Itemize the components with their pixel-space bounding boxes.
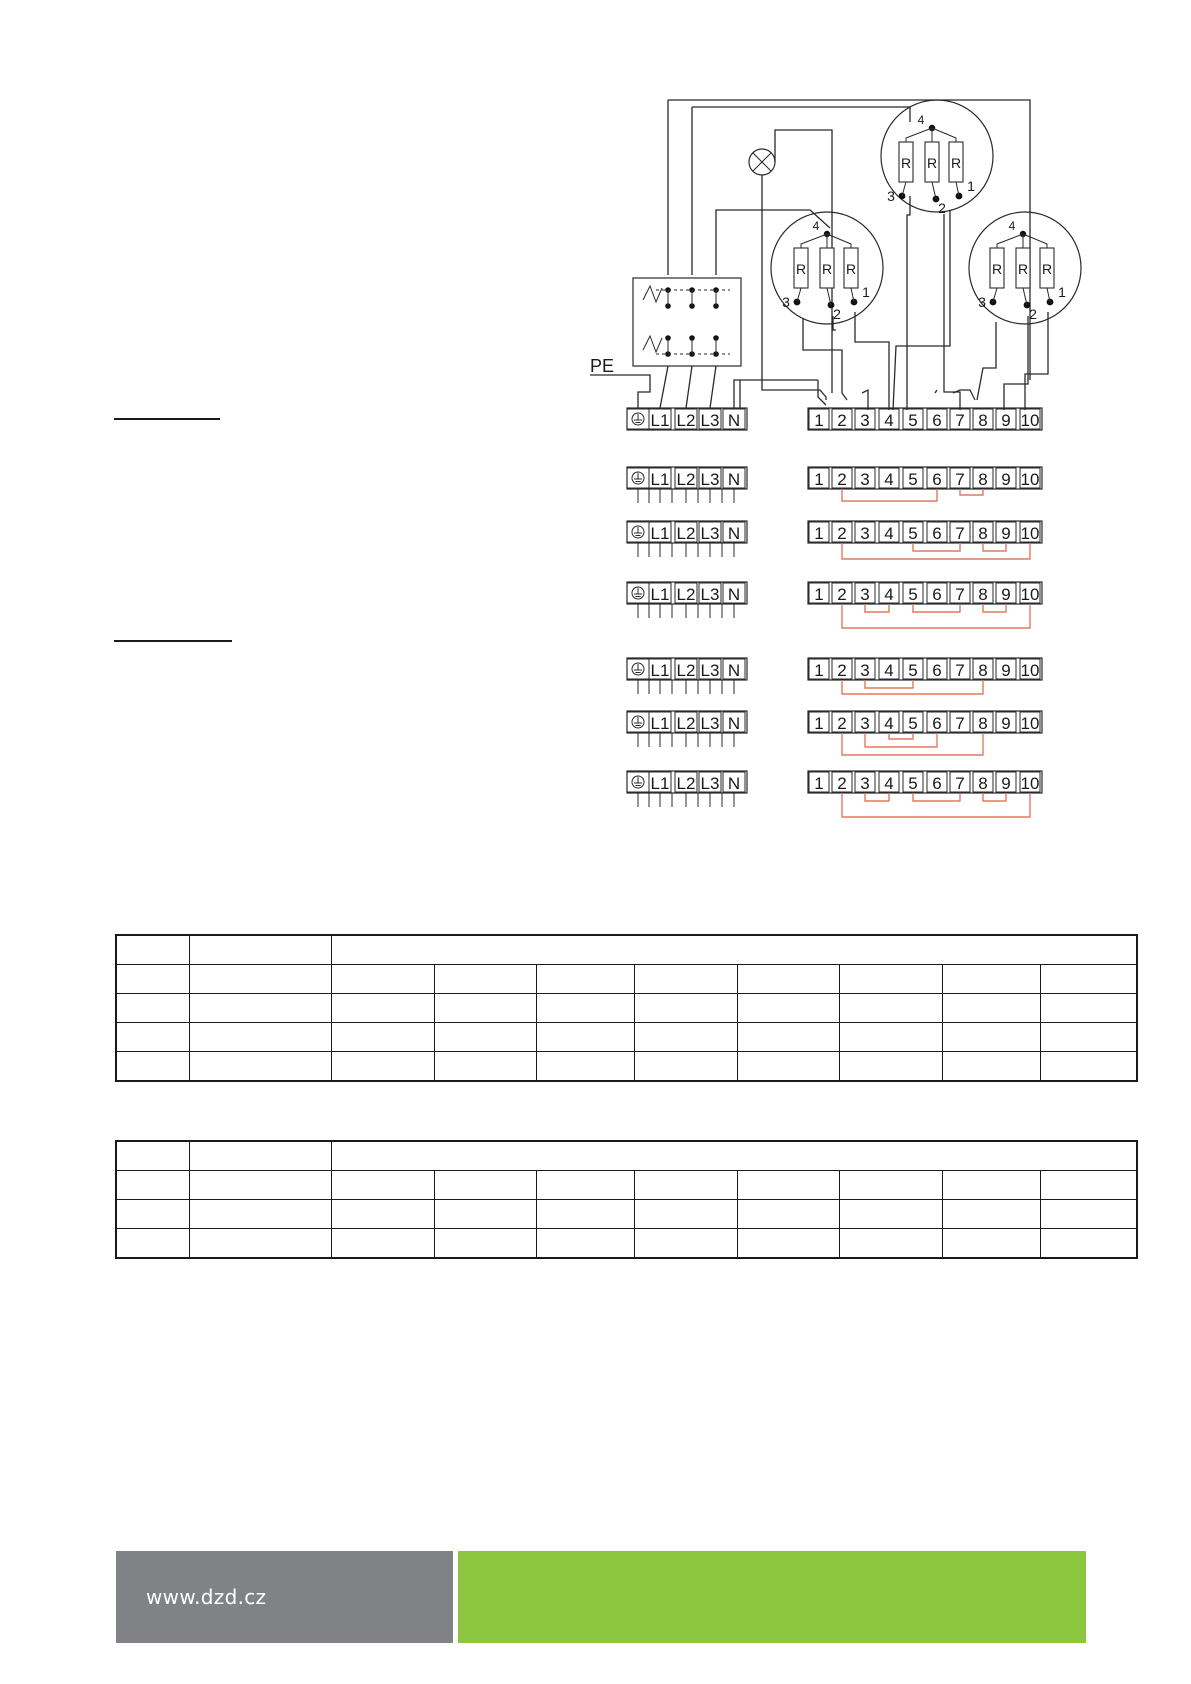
terminal-number: 9 [1001, 661, 1011, 680]
wire-t6-stub [935, 390, 937, 393]
phase-terminal-strip-0 [627, 408, 747, 430]
table-cell [189, 1023, 331, 1052]
phase-terminal-strip-4 [627, 658, 747, 694]
terminal-number: 10 [1020, 774, 1040, 793]
table-cell [839, 1052, 942, 1082]
table-row [116, 1023, 1137, 1052]
table-cell [839, 994, 942, 1023]
table-cell [942, 1200, 1040, 1229]
terminal-number: 3 [860, 585, 870, 604]
resistor-lead [801, 234, 827, 248]
wire-l2 [686, 366, 692, 408]
wire-pe [590, 375, 650, 408]
terminal-number: 4 [884, 411, 894, 430]
phase-terminal-strip-1 [627, 467, 747, 503]
table-cell [839, 965, 942, 994]
data-table-1 [115, 934, 1138, 1082]
terminal-number: 10 [1020, 470, 1040, 489]
terminal-number: 9 [1001, 774, 1011, 793]
earth-terminal-icon [632, 776, 644, 788]
table-cell [1040, 1171, 1137, 1200]
resistor-label: R [795, 261, 807, 277]
wire-n-link [734, 380, 818, 408]
resistor-label: R [991, 261, 1003, 277]
phase-label-l2: L2 [676, 585, 696, 604]
table2-header-cell [189, 1141, 331, 1171]
table-cell [434, 1023, 536, 1052]
table2-header-cell [331, 1141, 1137, 1171]
table-cell [116, 1200, 189, 1229]
table-cell [1040, 994, 1137, 1023]
switch-frame [633, 278, 741, 366]
terminal-number: 5 [908, 585, 918, 604]
terminal-number: 3 [860, 524, 870, 543]
terminal-number: 2 [837, 585, 847, 604]
table-cell [434, 965, 536, 994]
table-cell [536, 1200, 634, 1229]
terminal-number: 10 [1020, 585, 1040, 604]
table-cell [942, 965, 1040, 994]
resistor-label: R [950, 155, 962, 171]
table-cell [634, 1171, 737, 1200]
terminal-number: 2 [837, 524, 847, 543]
terminal-number: 2 [837, 774, 847, 793]
phase-label-n: N [727, 714, 741, 733]
terminal-number: 4 [884, 714, 894, 733]
table-cell [116, 1229, 189, 1259]
table-cell [839, 1023, 942, 1052]
table-cell [536, 1229, 634, 1259]
wire-feed-2 [692, 107, 910, 122]
phase-label-l2: L2 [676, 661, 696, 680]
terminal-strip-4 [808, 658, 1042, 680]
table-cell [737, 965, 839, 994]
table-cell [331, 1052, 434, 1082]
table-cell [434, 994, 536, 1023]
bridge-link-3-3 [913, 604, 960, 612]
phase-label-n: N [727, 774, 741, 793]
phase-label-l2: L2 [676, 411, 696, 430]
table-cell [737, 1229, 839, 1259]
table-cell [189, 1171, 331, 1200]
terminal-strip-3 [808, 582, 1042, 604]
heater-terminal-4: 4 [812, 219, 820, 233]
table-cell [942, 1023, 1040, 1052]
table-cell [536, 1171, 634, 1200]
heater-terminal-2: 2 [833, 306, 841, 322]
table-cell [634, 1229, 737, 1259]
phase-label-l3: L3 [700, 411, 720, 430]
phase-label-l2: L2 [676, 714, 696, 733]
wire-h2-3 [907, 196, 910, 410]
table-cell [189, 965, 331, 994]
resistor-lead [1023, 234, 1047, 248]
phase-label-l1: L1 [650, 661, 670, 680]
table-row [116, 1200, 1137, 1229]
terminal-number: 3 [860, 774, 870, 793]
terminal-number: 9 [1001, 714, 1011, 733]
table-cell [536, 965, 634, 994]
bridge-link-3-1 [842, 604, 1030, 628]
table-cell [434, 1200, 536, 1229]
table-cell [116, 965, 189, 994]
terminal-number: 10 [1020, 714, 1040, 733]
heater-terminal-3: 3 [887, 188, 895, 204]
footer-brand-bar [458, 1551, 1086, 1643]
footer-url-bar [116, 1551, 453, 1643]
resistor-label: R [845, 261, 857, 277]
terminal-number: 1 [814, 470, 824, 489]
terminal-number: 4 [884, 774, 894, 793]
terminal-number: 2 [837, 714, 847, 733]
table-row [116, 965, 1137, 994]
terminal-number: 5 [908, 774, 918, 793]
terminal-strip-6 [808, 771, 1042, 793]
wire-l1 [660, 366, 668, 408]
terminal-strip-0 [808, 408, 1042, 430]
switch-trip-mark [643, 286, 662, 302]
resistor-label: R [1041, 261, 1053, 277]
phase-label-n: N [727, 411, 741, 430]
table-cell [536, 1023, 634, 1052]
phase-label-l3: L3 [700, 585, 720, 604]
table2-header-cell [116, 1141, 189, 1171]
terminal-number: 8 [978, 411, 988, 430]
terminal-number: 5 [908, 524, 918, 543]
wire-h3-3 [977, 322, 996, 400]
table-cell [634, 1023, 737, 1052]
terminal-number: 2 [837, 661, 847, 680]
terminal-number: 7 [955, 470, 965, 489]
heater-element-1 [771, 212, 883, 324]
table1-header-cell [189, 935, 331, 965]
table-cell [331, 994, 434, 1023]
heater-element-2 [881, 100, 993, 216]
terminal-number: 7 [955, 661, 965, 680]
heater-terminal-2: 2 [1029, 306, 1037, 322]
table-cell [331, 1200, 434, 1229]
wire-t3-stub [862, 390, 868, 410]
wire-h1-1 [855, 312, 889, 410]
table-cell [434, 1052, 536, 1082]
terminal-number: 1 [814, 774, 824, 793]
terminal-number: 7 [955, 774, 965, 793]
table-cell [189, 994, 331, 1023]
footer-url[interactable]: www.dzd.cz [146, 1585, 267, 1609]
bridge-link-5-3 [889, 733, 913, 739]
terminal-number: 5 [908, 714, 918, 733]
table-cell [942, 1052, 1040, 1082]
signal-lamp-icon [749, 149, 775, 175]
table-cell [331, 965, 434, 994]
terminal-number: 5 [908, 470, 918, 489]
terminal-number: 4 [884, 585, 894, 604]
terminal-number: 6 [932, 585, 942, 604]
terminal-strip-5 [808, 711, 1042, 733]
bridge-link-2-3 [983, 543, 1006, 551]
table-cell [434, 1229, 536, 1259]
bridge-link-6-2 [865, 793, 889, 801]
terminal-number: 6 [932, 661, 942, 680]
phase-terminal-strip-2 [627, 521, 747, 557]
table-cell [434, 1171, 536, 1200]
terminal-strip-1 [808, 467, 1042, 489]
phase-label-l3: L3 [700, 524, 720, 543]
terminal-number: 5 [908, 411, 918, 430]
heater-terminal-1: 1 [967, 178, 975, 194]
pe-label: PE [590, 356, 615, 376]
terminal-number: 8 [978, 714, 988, 733]
terminal-number: 4 [884, 470, 894, 489]
table-cell [737, 1052, 839, 1082]
terminal-number: 9 [1001, 585, 1011, 604]
data-table-2 [115, 1140, 1138, 1259]
table-cell [1040, 1023, 1137, 1052]
phase-label-l1: L1 [650, 411, 670, 430]
heater-terminal-3: 3 [782, 294, 790, 310]
earth-terminal-icon [632, 526, 644, 538]
terminal-number: 8 [978, 524, 988, 543]
terminal-number: 6 [932, 774, 942, 793]
table-cell [737, 1200, 839, 1229]
wire-h2-2 [944, 214, 960, 410]
terminal-number: 4 [884, 661, 894, 680]
bridge-link-4-2 [865, 680, 913, 688]
terminal-number: 8 [978, 774, 988, 793]
resistor-label: R [900, 155, 912, 171]
table-cell [331, 1229, 434, 1259]
terminal-number: 6 [932, 411, 942, 430]
table-cell [1040, 1229, 1137, 1259]
terminal-number: 2 [837, 470, 847, 489]
terminal-number: 1 [814, 524, 824, 543]
table-cell [1040, 1052, 1137, 1082]
resistor-label: R [1017, 261, 1029, 277]
terminal-number: 8 [978, 585, 988, 604]
table-row [116, 1052, 1137, 1082]
phase-label-l1: L1 [650, 585, 670, 604]
table-cell [536, 1052, 634, 1082]
earth-terminal-icon [632, 663, 644, 675]
table-cell [737, 1023, 839, 1052]
table-cell [116, 1171, 189, 1200]
bridge-link-3-4 [983, 604, 1006, 612]
phase-label-n: N [727, 585, 741, 604]
terminal-number: 3 [860, 714, 870, 733]
heater-terminal-2: 2 [938, 200, 946, 216]
terminal-number: 5 [908, 661, 918, 680]
phase-label-l2: L2 [676, 774, 696, 793]
bridge-link-1-1 [842, 489, 937, 501]
table-cell [116, 994, 189, 1023]
terminal-number: 4 [884, 524, 894, 543]
table-cell [634, 1200, 737, 1229]
terminal-number: 6 [932, 524, 942, 543]
heater-terminal-3: 3 [978, 294, 986, 310]
bridge-link-6-4 [983, 793, 1006, 801]
phase-terminal-strip-6 [627, 771, 747, 807]
bridge-link-3-2 [865, 604, 889, 612]
main-switch-icon [633, 278, 741, 366]
bridge-link-1-2 [960, 489, 983, 495]
section-underline-1 [114, 418, 220, 420]
table-cell [116, 1023, 189, 1052]
terminal-number: 9 [1001, 524, 1011, 543]
wire-t8-stub [953, 390, 975, 400]
phase-label-l2: L2 [676, 524, 696, 543]
table-cell [189, 1200, 331, 1229]
table-cell [839, 1200, 942, 1229]
phase-label-l3: L3 [700, 714, 720, 733]
terminal-number: 8 [978, 661, 988, 680]
terminal-number: 3 [860, 470, 870, 489]
phase-label-l1: L1 [650, 714, 670, 733]
table-cell [331, 1171, 434, 1200]
table-row [116, 1171, 1137, 1200]
table-cell [737, 994, 839, 1023]
earth-terminal-icon [632, 587, 644, 599]
terminal-number: 10 [1020, 411, 1040, 430]
wire-l3 [710, 366, 716, 408]
table-row [116, 1229, 1137, 1259]
wire-h2-1 [893, 210, 950, 410]
section-underline-2 [114, 640, 232, 642]
table1-header-row [116, 935, 1137, 965]
terminal-number: 10 [1020, 524, 1040, 543]
table-cell [942, 1229, 1040, 1259]
terminal-number: 1 [814, 714, 824, 733]
earth-terminal-icon [632, 716, 644, 728]
table-cell [1040, 1200, 1137, 1229]
table-cell [634, 994, 737, 1023]
terminal-number: 6 [932, 470, 942, 489]
terminal-number: 3 [860, 411, 870, 430]
terminal-number: 7 [955, 585, 965, 604]
bridge-link-6-3 [913, 793, 960, 801]
resistor-lead [932, 128, 956, 142]
terminal-number: 7 [955, 524, 965, 543]
table-cell [839, 1229, 942, 1259]
table-cell [331, 1023, 434, 1052]
terminal-number: 9 [1001, 411, 1011, 430]
terminal-number: 9 [1001, 470, 1011, 489]
phase-terminal-strip-5 [627, 711, 747, 747]
switch-trip-mark [643, 336, 662, 352]
phase-label-l3: L3 [700, 661, 720, 680]
terminal-number: 1 [814, 411, 824, 430]
phase-label-n: N [727, 524, 741, 543]
resistor-label: R [821, 261, 833, 277]
bridge-link-6-1 [842, 793, 1030, 817]
earth-terminal-icon [632, 413, 644, 425]
heater-terminal-4: 4 [1008, 219, 1016, 233]
terminal-number: 7 [955, 714, 965, 733]
table-cell [116, 1052, 189, 1082]
bridge-link-5-2 [865, 733, 937, 747]
table-cell [942, 994, 1040, 1023]
table2-header-row [116, 1141, 1137, 1171]
terminal-number: 10 [1020, 661, 1040, 680]
phase-label-n: N [727, 470, 741, 489]
terminal-number: 1 [814, 585, 824, 604]
wire-h1-t3 [803, 318, 847, 400]
phase-label-l1: L1 [650, 470, 670, 489]
terminal-number: 2 [837, 411, 847, 430]
terminal-number: 1 [814, 661, 824, 680]
terminal-number: 7 [955, 411, 965, 430]
earth-terminal-icon [632, 472, 644, 484]
resistor-lead [827, 234, 851, 248]
phase-label-l1: L1 [650, 524, 670, 543]
phase-label-l1: L1 [650, 774, 670, 793]
resistor-lead [997, 234, 1023, 248]
phase-label-l3: L3 [700, 774, 720, 793]
resistor-label: R [926, 155, 938, 171]
terminal-number: 3 [860, 661, 870, 680]
phase-terminal-strip-3 [627, 582, 747, 618]
phase-label-n: N [727, 661, 741, 680]
table-cell [1040, 965, 1137, 994]
table1-header-cell [116, 935, 189, 965]
table-cell [634, 965, 737, 994]
resistor-lead [906, 128, 932, 142]
bridge-link-2-2 [913, 543, 960, 551]
phase-label-l3: L3 [700, 470, 720, 489]
heater-terminal-4: 4 [917, 113, 925, 127]
terminal-strip-2 [808, 521, 1042, 543]
table-cell [737, 1171, 839, 1200]
table-cell [839, 1171, 942, 1200]
table-cell [634, 1052, 737, 1082]
table1-header-cell [331, 935, 1137, 965]
heater-terminal-1: 1 [1058, 284, 1066, 300]
table-cell [536, 994, 634, 1023]
terminal-number: 6 [932, 714, 942, 733]
heater-element-3 [969, 212, 1081, 324]
table-cell [942, 1171, 1040, 1200]
table-cell [189, 1229, 331, 1259]
heater-terminal-1: 1 [862, 284, 870, 300]
terminal-number: 8 [978, 470, 988, 489]
wire-feed-1 [668, 100, 1030, 380]
phase-label-l2: L2 [676, 470, 696, 489]
table-row [116, 994, 1137, 1023]
table-cell [189, 1052, 331, 1082]
